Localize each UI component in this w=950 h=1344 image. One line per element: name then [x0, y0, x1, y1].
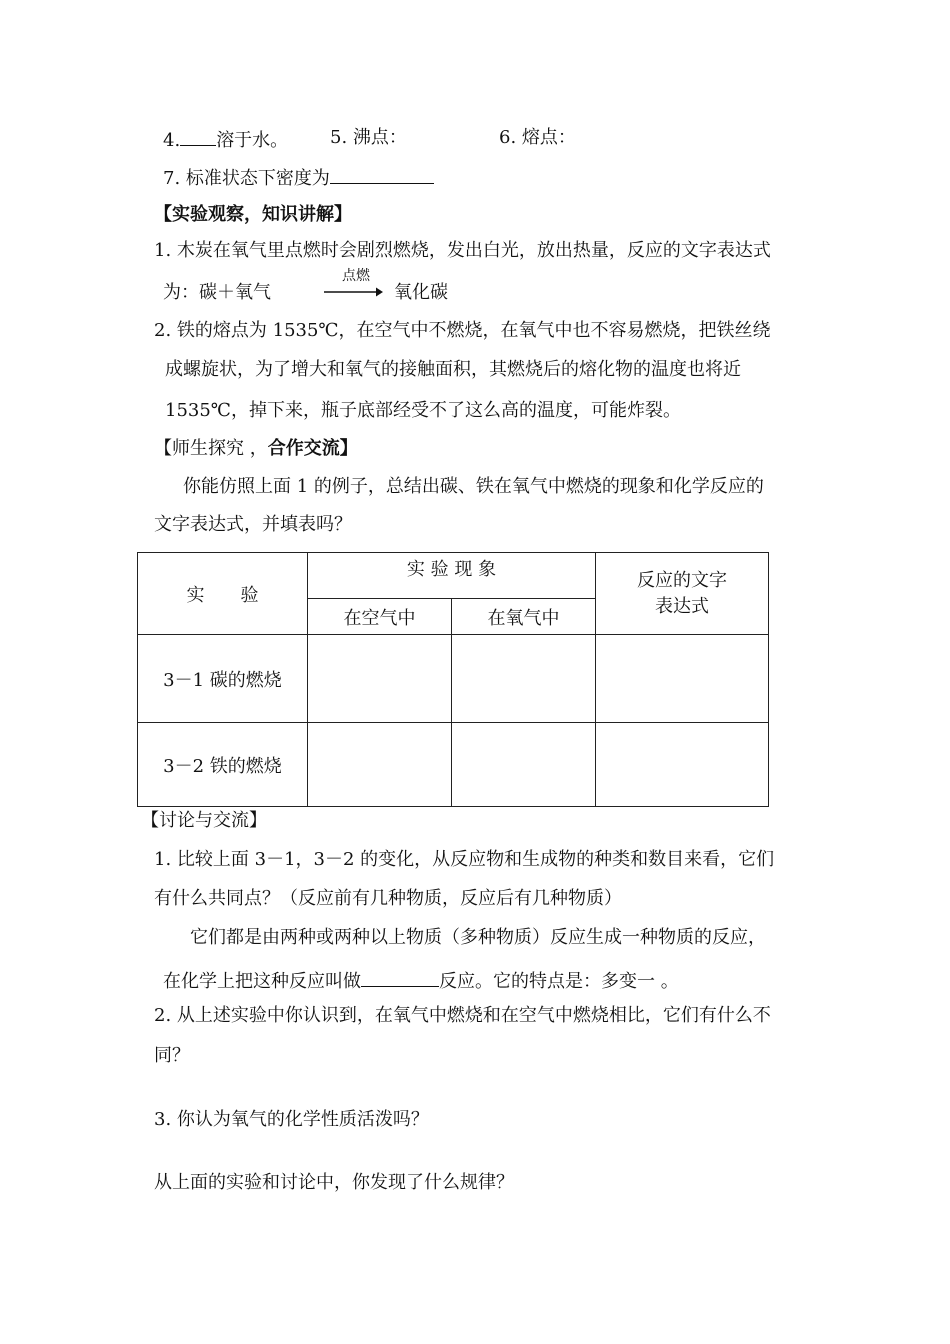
iron-paragraph-line2: 成螺旋状，为了增大和氧气的接触面积，其燃烧后的熔化物的温度也将近 — [165, 359, 741, 380]
carbon-paragraph-line2: 为：碳＋氧气 — [163, 282, 271, 303]
answer-1-line2: 在化学上把这种反应叫做 反应。它的特点是：多变一 。 — [163, 966, 679, 995]
reaction-product: 氧化碳 — [394, 282, 448, 303]
question-1-line1: 1. 比较上面 3－1，3－2 的变化，从反应物和生成物的种类和数目来看，它们 — [154, 849, 775, 870]
header-expression: 反应的文字 表达式 — [596, 553, 769, 635]
question-2-line2: 同？ — [154, 1045, 190, 1066]
header-phenomenon: 实 验 现 象 — [308, 553, 596, 599]
heading-teacher-student-exploration: 【师生探究 ，合作交流】 — [154, 438, 358, 459]
blank-reaction-type[interactable] — [361, 966, 439, 987]
cell-air[interactable] — [308, 723, 452, 807]
heading-experiment-observation: 【实验观察，知识讲解】 — [154, 204, 352, 225]
blank-density[interactable] — [330, 163, 434, 184]
cell-oxygen[interactable] — [452, 723, 596, 807]
cell-expression[interactable] — [596, 723, 769, 807]
blank-dissolve[interactable] — [180, 125, 216, 146]
carbon-paragraph-line1: 1. 木炭在氧气里点燃时会剧烈燃烧，发出白光，放出热量，反应的文字表达式 — [154, 240, 771, 261]
experiment-table — [137, 552, 769, 807]
item-6-melting-point: 6. 熔点： — [499, 127, 576, 148]
answer-1-line1: 它们都是由两种或两种以上物质（多种物质）反应生成一种物质的反应， — [190, 927, 766, 948]
reaction-arrow-icon — [322, 268, 384, 300]
cell-air[interactable] — [308, 635, 452, 723]
question-1-line2: 有什么共同点？（反应前有几种物质，反应后有几种物质） — [154, 888, 622, 909]
item-4: 4. 溶于水。 — [163, 125, 288, 154]
reaction-condition-label: 点燃 — [342, 268, 370, 284]
header-in-air: 在空气中 — [308, 599, 452, 635]
item-7-density: 7. 标准状态下密度为 — [163, 163, 434, 192]
heading-discussion: 【讨论与交流】 — [141, 810, 267, 831]
iron-paragraph-line1: 2. 铁的熔点为 1535℃，在空气中不燃烧，在氧气中也不容易燃烧，把铁丝绕 — [154, 320, 771, 341]
cell-expression[interactable] — [596, 635, 769, 723]
row-label: 3－2 铁的燃烧 — [138, 723, 308, 807]
question-3: 3. 你认为氧气的化学性质活泼吗？ — [154, 1109, 429, 1130]
header-in-oxygen: 在氧气中 — [452, 599, 596, 635]
exploration-paragraph-line2: 文字表达式，并填表吗？ — [154, 514, 352, 535]
exploration-paragraph-line1: 你能仿照上面 1 的例子，总结出碳、铁在氧气中燃烧的现象和化学反应的 — [183, 476, 764, 497]
iron-paragraph-line3: 1535℃，掉下来，瓶子底部经受不了这么高的温度，可能炸裂。 — [165, 400, 681, 421]
question-4-pattern: 从上面的实验和讨论中，你发现了什么规律？ — [154, 1172, 514, 1193]
table-row — [138, 635, 769, 723]
cell-oxygen[interactable] — [452, 635, 596, 723]
header-experiment: 实 验 — [138, 553, 308, 635]
row-label: 3－1 碳的燃烧 — [138, 635, 308, 723]
table-row — [138, 723, 769, 807]
item-5-boiling-point: 5. 沸点： — [330, 127, 407, 148]
question-2-line1: 2. 从上述实验中你认识到，在氧气中燃烧和在空气中燃烧相比，它们有什么不 — [154, 1005, 771, 1026]
